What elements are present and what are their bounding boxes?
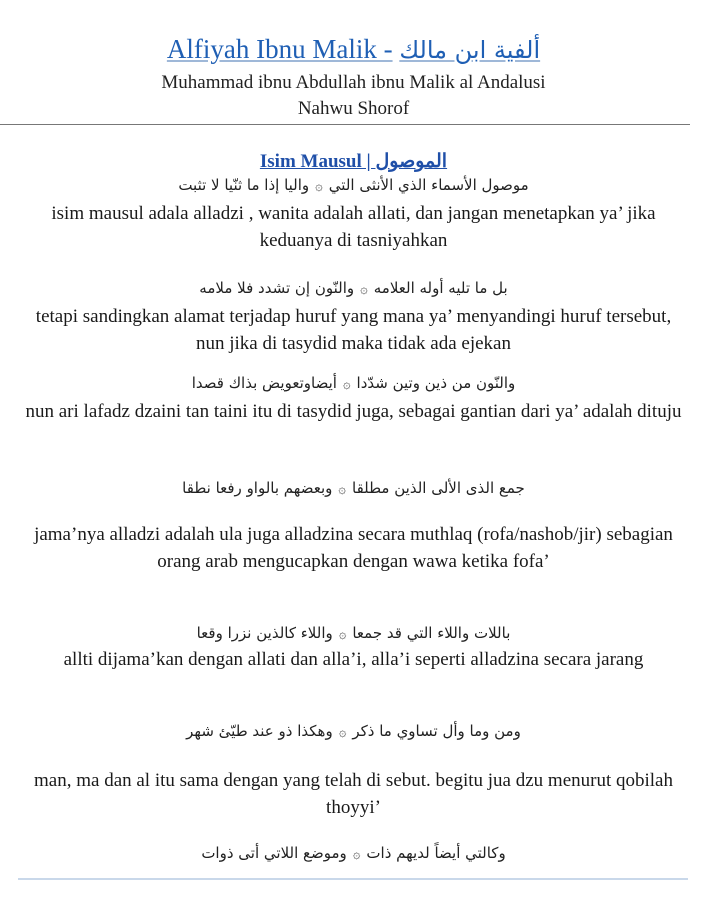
verse-second-half: أيضاوتعويض بذاك قصدا: [191, 374, 337, 392]
verse-arabic: [0, 176, 707, 194]
verse-translation: nun ari lafadz dzaini tan taini itu di tasydid juga, sebagai gantian dari ya’ adalah dituju: [25, 401, 682, 422]
footer-divider: [18, 878, 688, 880]
verse-first-half: موصول الأسماء الذي الأنثى التي: [328, 176, 529, 194]
ornament-icon: ۞: [352, 847, 361, 862]
ornament-icon: ۞: [360, 282, 368, 297]
verse-second-half: واللاء كالذين نزرا وقعا: [196, 624, 333, 642]
title-latin: Alfiyah Ibnu Malik -: [166, 34, 393, 64]
verse-translation: tetapi sandingkan alamat terjadap huruf yang mana ya’ menyandingi huruf tersebut, nun jika di tasydid maka tidak ada ejekan: [35, 306, 672, 354]
title-arabic: ألفية ابن مالك: [399, 36, 541, 64]
verse-arabic: [0, 279, 707, 297]
verse-translation: jama’nya alladzi adalah ula juga alladzina secara muthlaq (rofa/nashob/jir) sebagian orang arab mengucapkan dengan wawa ketika fofa’: [34, 524, 673, 572]
verse-second-half: واليا إذا ما ثنّيا لا تثبت: [178, 176, 310, 194]
verse-second-half: وبعضهم بالواو رفعا نطقا: [182, 479, 333, 497]
verse-first-half: ومن وما وأل تساوي ما ذكر: [352, 722, 521, 740]
ornament-icon: ۞: [338, 627, 347, 642]
verse-first-half: وكالتي أيضاً لديهم ذات: [366, 844, 506, 862]
ornament-icon: ۞: [315, 179, 323, 194]
ornament-icon: ۞: [338, 725, 347, 740]
verse-first-half: جمع الذى الألى الذين مطلقا: [352, 479, 525, 497]
verse-arabic: [0, 844, 707, 862]
verse-arabic: [0, 722, 707, 740]
verse-translation: allti dijama’kan dengan allati dan alla’i, alla’i seperti alladzina secara jarang: [63, 649, 644, 670]
section-heading: Isim Mausul | الموصول: [259, 151, 448, 172]
subject-line: Nahwu Shorof: [297, 98, 410, 119]
verse-translation: man, ma dan al itu sama dengan yang telah di sebut. begitu jua dzu menurut qobilah thoyyi’: [34, 770, 673, 818]
verse-arabic: [0, 479, 707, 497]
verse-second-half: وهكذا ذو عند طيّئ شهر: [186, 722, 333, 740]
verse-second-half: وموضع اللاتي أتى ذوات: [201, 844, 347, 862]
verse-first-half: بل ما تليه أوله العلامه: [373, 279, 508, 297]
verse-second-half: والنّون إن تشدد فلا ملامه: [199, 279, 355, 297]
header-divider: [0, 124, 690, 125]
verse-translation: isim mausul adala alladzi , wanita adalah allati, dan jangan menetapkan ya’ jika keduanya di tasniyahkan: [51, 203, 656, 251]
ornament-icon: ۞: [342, 377, 351, 392]
author-line: Muhammad ibnu Abdullah ibnu Malik al Andalusi: [161, 72, 546, 93]
verse-arabic: [0, 624, 707, 642]
document-title: [0, 34, 707, 65]
ornament-icon: ۞: [338, 482, 346, 497]
verse-first-half: والنّون من ذين وتين شدّدا: [356, 374, 516, 392]
verse-first-half: باللات واللاء التي قد جمعا: [352, 624, 511, 642]
verse-arabic: [0, 374, 707, 392]
